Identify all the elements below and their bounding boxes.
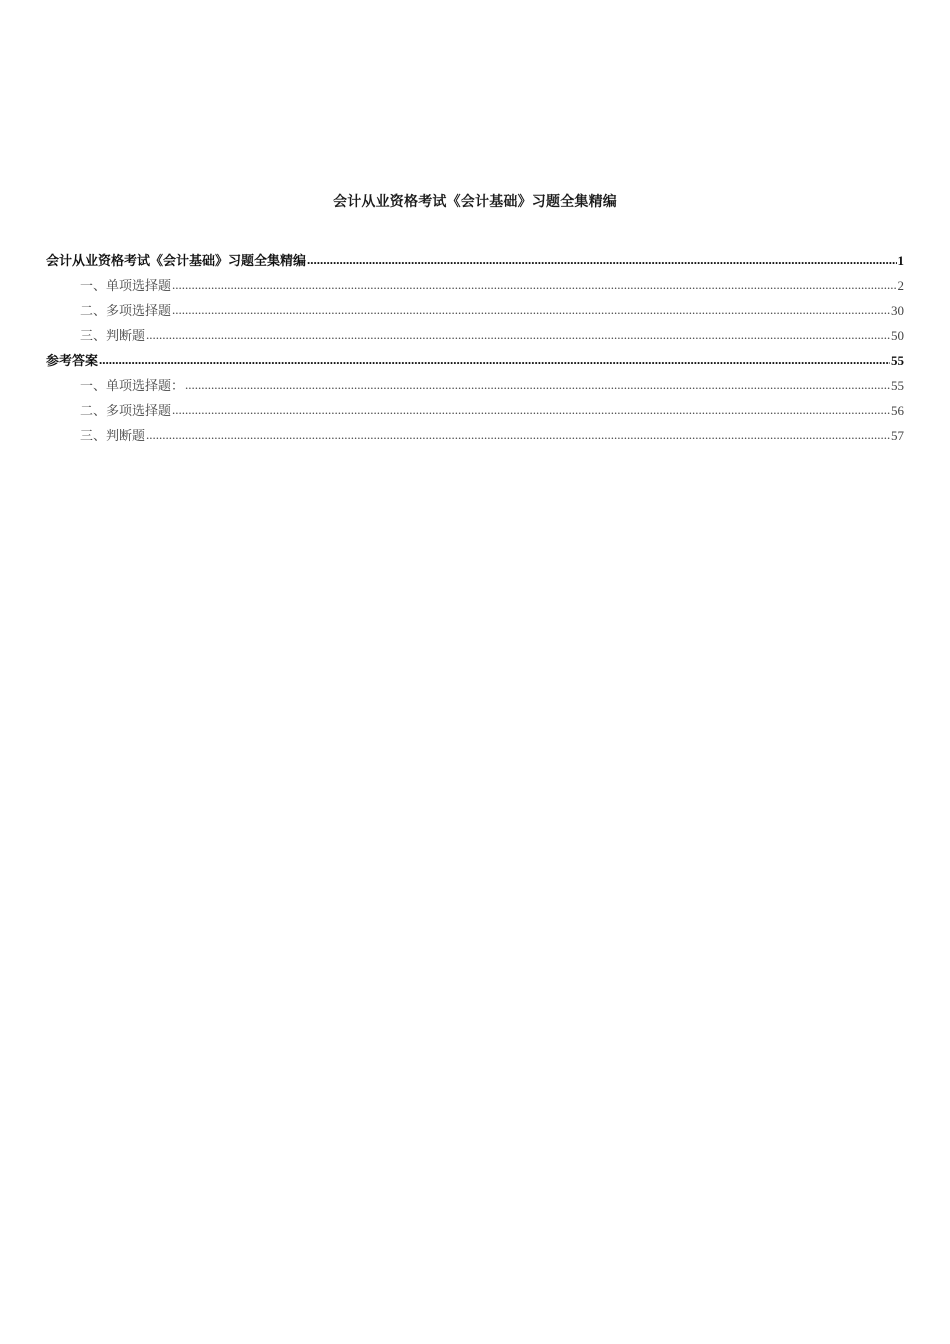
toc-entry-single-choice[interactable]	[46, 276, 904, 301]
toc-entry-label: 二、多项选择题	[80, 403, 172, 418]
toc-entry-label: 三、判断题	[80, 328, 146, 343]
document-title: 会计从业资格考试《会计基础》习题全集精编	[333, 195, 617, 210]
toc-page-number: 56	[891, 403, 904, 418]
toc-entry-label: 一、单项选择题	[80, 278, 172, 293]
toc-page-number: 57	[891, 428, 904, 443]
toc-entry-main-title[interactable]	[46, 251, 904, 276]
toc-dot-leader	[99, 350, 890, 370]
toc-entry-label: 参考答案	[46, 353, 99, 368]
toc-dot-leader	[172, 300, 890, 320]
toc-entry-answers[interactable]	[46, 351, 904, 376]
toc-page-number: 50	[891, 328, 904, 343]
table-of-contents	[46, 251, 904, 451]
toc-page-number: 30	[891, 303, 904, 318]
toc-entry-true-false[interactable]	[46, 326, 904, 351]
toc-page-number: 2	[897, 278, 904, 293]
toc-dot-leader	[172, 400, 890, 420]
toc-dot-leader	[172, 275, 896, 295]
toc-page-number: 55	[891, 378, 904, 393]
toc-dot-leader	[146, 325, 890, 345]
toc-entry-multiple-choice[interactable]	[46, 301, 904, 326]
toc-entry-label: 会计从业资格考试《会计基础》习题全集精编	[46, 253, 307, 268]
toc-entry-label: 一、单项选择题：	[80, 378, 185, 393]
toc-entry-answers-true-false[interactable]	[46, 426, 904, 451]
toc-dot-leader	[146, 425, 890, 445]
toc-dot-leader	[307, 250, 896, 270]
toc-page-number: 55	[891, 353, 904, 368]
toc-entry-answers-single-choice[interactable]	[46, 376, 904, 401]
toc-entry-label: 三、判断题	[80, 428, 146, 443]
toc-dot-leader	[185, 375, 890, 395]
toc-entry-answers-multiple-choice[interactable]	[46, 401, 904, 426]
toc-entry-label: 二、多项选择题	[80, 303, 172, 318]
toc-page-number: 1	[897, 253, 904, 268]
